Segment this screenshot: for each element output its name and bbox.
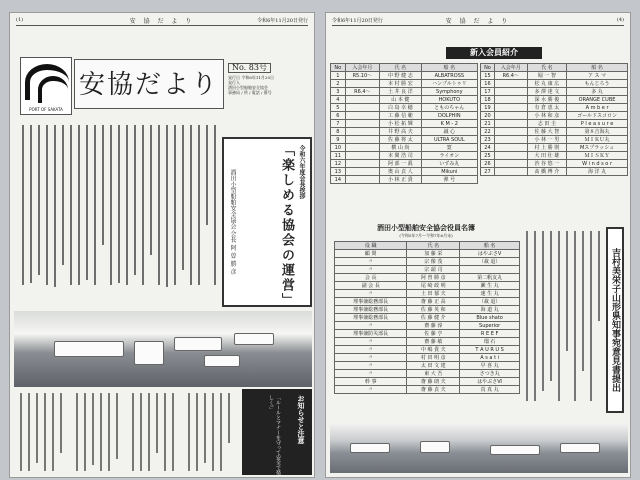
newsletter-title: 安協だより: [74, 59, 224, 109]
table-cell: 村 上 勝 則: [527, 144, 566, 152]
table-row: [335, 338, 520, 346]
table-cell: [345, 176, 379, 184]
right-page-header: [332, 16, 624, 26]
table-cell: 深 水 勝 俊: [527, 96, 566, 104]
table-row: [481, 88, 628, 96]
table-cell: 齋 藤 貞 夫: [407, 386, 460, 394]
table-cell: 〃: [335, 346, 407, 354]
table-cell: 阿 部 一 眞: [380, 160, 422, 168]
table-cell: 第８吉海丸: [567, 128, 628, 136]
table-cell: P l e a s u r e: [567, 120, 628, 128]
table-cell: 7: [331, 120, 346, 128]
table-cell: 17: [481, 88, 495, 96]
boat-icon: [490, 445, 540, 455]
issue-info: [228, 63, 310, 95]
table-cell: 横 山 尚: [380, 144, 422, 152]
table-row: [481, 120, 628, 128]
table-cell: 志 田 圭: [527, 120, 566, 128]
table-cell: 23: [481, 136, 495, 144]
table-row: [335, 290, 520, 298]
table-cell: 10: [331, 144, 346, 152]
table-cell: ＭＩＳＫＹ: [567, 152, 628, 160]
boat-icon: [134, 341, 164, 365]
table-cell: 13: [331, 168, 346, 176]
table-cell: Blue shato: [460, 314, 520, 322]
table-row: [481, 128, 628, 136]
president-greeting-feature: [222, 137, 312, 307]
table-cell: 理事兼総務部長: [335, 314, 407, 322]
table-cell: Mスプラッシュ: [567, 144, 628, 152]
table-cell: 佐 藤 英 和: [407, 306, 460, 314]
table-cell: R6.4～: [345, 88, 379, 96]
table-cell: ORANGE CUBE: [567, 96, 628, 104]
wave-logo-icon: [25, 64, 69, 100]
table-cell: [494, 152, 527, 160]
table-row: [331, 176, 478, 184]
column-header: No: [331, 64, 346, 72]
right-header-title: 安 協 だ よ り: [445, 18, 511, 25]
table-cell: R E E F: [460, 330, 520, 338]
table-cell: 齋 藤 淳: [407, 322, 460, 330]
feature-headline: 「楽しめる協会の運営」: [279, 143, 294, 308]
table-row: [331, 88, 478, 96]
table-cell: [345, 136, 379, 144]
table-cell: ア ス マ: [567, 72, 628, 80]
table-cell: A s a t i: [460, 354, 520, 362]
table-cell: 多 丸: [567, 88, 628, 96]
bottom-text-lines: [14, 389, 240, 475]
table-cell: T A U R U S: [460, 346, 520, 354]
table-cell: ゴールドスコロン: [567, 112, 628, 120]
table-row: [335, 370, 520, 378]
table-cell: R5.10～: [345, 72, 379, 80]
table-cell: [494, 136, 527, 144]
table-row: [331, 104, 478, 112]
table-cell: 27: [481, 168, 495, 176]
table-cell: 誠 心: [421, 128, 477, 136]
left-page: [9, 12, 315, 478]
table-cell: 早 喜 丸: [460, 362, 520, 370]
column-header: 氏 名: [527, 64, 566, 72]
new-members-table-left: [330, 63, 478, 184]
table-cell: W i n d s o r: [567, 160, 628, 168]
table-cell: 本 村 勝 宏: [380, 80, 422, 88]
table-cell: [494, 168, 527, 176]
table-cell: 真 真 丸: [460, 386, 520, 394]
table-cell: 白 鳥 幸 穂: [380, 104, 422, 112]
table-cell: 3: [331, 88, 346, 96]
table-cell: 16: [481, 80, 495, 88]
table-row: [481, 144, 628, 152]
table-row: [331, 96, 478, 104]
table-row: [335, 266, 520, 274]
table-cell: 25: [481, 152, 495, 160]
right-header-date: 令和6年11月20日発行: [332, 18, 383, 24]
table-row: [481, 168, 628, 176]
greeting-body-text: [18, 117, 218, 293]
issue-number: No. 83号: [228, 63, 271, 73]
table-cell: ULTRA SOUL: [421, 136, 477, 144]
table-row: [335, 362, 520, 370]
table-cell: 村 田 明 彦: [407, 354, 460, 362]
table-cell: 土 田 郁 夫: [407, 290, 460, 298]
table-cell: 佐 藤 将 太: [380, 136, 422, 144]
table-cell: 瀬 生 丸: [460, 282, 520, 290]
left-header-date: 令和6年11月20日発行: [257, 18, 308, 24]
feature-author-name: 阿 曽 勝 彦: [229, 244, 236, 275]
table-header-row: [481, 64, 628, 72]
table-row: [481, 136, 628, 144]
table-cell: 渋 谷 悠 一: [527, 160, 566, 168]
table-cell: 速 生 丸: [460, 290, 520, 298]
table-cell: HOKUTO: [421, 96, 477, 104]
table-cell: 東 大 吾: [407, 370, 460, 378]
table-cell: 加 藤 栄: [407, 250, 460, 258]
boat-icon: [350, 443, 390, 453]
table-cell: 15: [481, 72, 495, 80]
table-cell: （裁 退）: [460, 298, 520, 306]
table-cell: [494, 96, 527, 104]
table-row: [335, 258, 520, 266]
table-row: [331, 144, 478, 152]
table-cell: Mikuni: [421, 168, 477, 176]
notice-box: [242, 389, 312, 475]
table-cell: 5: [331, 104, 346, 112]
table-cell: 佐 藤 健 介: [407, 314, 460, 322]
table-row: [481, 80, 628, 88]
boat-icon: [174, 337, 222, 351]
table-cell: 〃: [335, 386, 407, 394]
table-cell: 副 会 長: [335, 282, 407, 290]
left-page-number: (1): [16, 17, 24, 23]
table-cell: 〃: [335, 322, 407, 330]
table-cell: さつき丸: [460, 370, 520, 378]
table-cell: [494, 120, 527, 128]
table-cell: 松 丸 康 広: [527, 80, 566, 88]
new-members-heading: 新入会員紹介: [446, 47, 542, 59]
left-header-title: 安 協 だ よ り: [129, 18, 195, 25]
table-cell: もんじろう: [567, 80, 628, 88]
table-cell: [345, 104, 379, 112]
table-row: [335, 354, 520, 362]
table-cell: 26: [481, 160, 495, 168]
table-cell: 有 倉 恵 太: [527, 104, 566, 112]
port-logo: [20, 57, 72, 115]
harbor-photo: [14, 311, 312, 387]
column-header: 入会年月: [494, 64, 527, 72]
table-header-row: [331, 64, 478, 72]
table-row: [331, 160, 478, 168]
new-members-table-right: [480, 63, 628, 176]
table-cell: 工 藤 信 範: [380, 112, 422, 120]
table-header-row: [335, 242, 520, 250]
table-cell: [494, 112, 527, 120]
table-cell: 1: [331, 72, 346, 80]
boat-icon: [234, 333, 274, 345]
table-cell: [494, 104, 527, 112]
table-cell: ライオン: [421, 152, 477, 160]
table-cell: 井 野 高 夫: [380, 128, 422, 136]
table-cell: 理事兼総務部長: [335, 306, 407, 314]
table-cell: 多 澤 達 文: [527, 88, 566, 96]
table-cell: 弾 号: [421, 176, 477, 184]
table-cell: 12: [331, 160, 346, 168]
table-cell: 阿 曽 勝 彦: [407, 274, 460, 282]
table-cell: [345, 144, 379, 152]
boat-icon: [420, 441, 450, 453]
table-cell: 会 長: [335, 274, 407, 282]
column-header: 船 名: [421, 64, 477, 72]
table-row: [335, 274, 520, 282]
table-cell: 髙 橋 博 介: [527, 168, 566, 176]
logo-caption: PORT OF SAKATA: [29, 107, 63, 112]
table-cell: [494, 128, 527, 136]
table-cell: 24: [481, 144, 495, 152]
table-cell: 〃: [335, 362, 407, 370]
table-cell: 海 道 丸: [460, 306, 520, 314]
column-header: 役 職: [335, 242, 407, 250]
table-cell: 19: [481, 104, 495, 112]
table-cell: [494, 160, 527, 168]
table-row: [335, 386, 520, 394]
table-cell: 〃: [335, 338, 407, 346]
table-row: [331, 72, 478, 80]
table-cell: 大 田 壮 雄: [527, 152, 566, 160]
feature-author-title: 会長: [229, 230, 236, 243]
rule-box: 「ルールとマナーを守って安全で楽しく!」: [268, 395, 281, 475]
table-cell: 顧 問: [335, 250, 407, 258]
table-cell: 4: [331, 96, 346, 104]
table-cell: [345, 112, 379, 120]
table-cell: 14: [331, 176, 346, 184]
table-row: [331, 168, 478, 176]
body-text-lines: [18, 117, 218, 293]
table-cell: いずみ丸: [421, 160, 477, 168]
table-cell: 18: [481, 96, 495, 104]
table-cell: 〃: [335, 258, 407, 266]
table-cell: [345, 168, 379, 176]
table-cell: ハンプルトゥリ: [421, 80, 477, 88]
table-cell: ＭＩＫＵ丸: [567, 136, 628, 144]
table-cell: 齋 藤 正 高: [407, 298, 460, 306]
table-cell: 理事兼防災部長: [335, 330, 407, 338]
right-page-number: (4): [616, 17, 624, 23]
table-cell: はやぶさⅤ: [460, 250, 520, 258]
marina-photo: [330, 423, 628, 473]
table-cell: 20: [481, 112, 495, 120]
table-row: [481, 72, 628, 80]
table-row: [331, 80, 478, 88]
table-cell: 〃: [335, 370, 407, 378]
table-row: [335, 314, 520, 322]
column-header: 氏 名: [407, 242, 460, 250]
table-cell: 佐 藤 亨: [407, 330, 460, 338]
feature-org: 酒田小型船舶安全協会: [229, 169, 236, 229]
table-row: [335, 378, 520, 386]
table-cell: [345, 160, 379, 168]
table-cell: （裁 退）: [460, 258, 520, 266]
table-cell: [345, 96, 379, 104]
table-cell: 本 間 浩 司: [380, 152, 422, 160]
column-header: 入会年月: [345, 64, 379, 72]
table-cell: 寛: [421, 144, 477, 152]
table-cell: R6.4～: [494, 72, 527, 80]
table-cell: [345, 152, 379, 160]
table-cell: Symphony: [421, 88, 477, 96]
table-cell: 佐 藤 大 智: [527, 128, 566, 136]
table-cell: 9: [331, 136, 346, 144]
governor-opinion-article: [522, 227, 626, 417]
table-cell: 小 林 正 貴: [380, 176, 422, 184]
table-cell: 〃: [335, 354, 407, 362]
table-cell: ALBATROSS: [421, 72, 477, 80]
table-cell: 22: [481, 128, 495, 136]
table-cell: 〃: [335, 290, 407, 298]
table-row: [481, 104, 628, 112]
officer-roster-table: [334, 241, 520, 394]
table-cell: 2: [331, 80, 346, 88]
table-row: [331, 120, 478, 128]
table-cell: 小 林 和 彦: [527, 112, 566, 120]
table-cell: 奥 山 貞 人: [380, 168, 422, 176]
table-row: [331, 112, 478, 120]
table-cell: [460, 266, 520, 274]
boat-icon: [54, 341, 124, 357]
table-row: [335, 298, 520, 306]
table-row: [481, 160, 628, 168]
table-cell: 宗 頭 司: [407, 266, 460, 274]
right-page: [325, 12, 631, 478]
table-row: [331, 128, 478, 136]
table-cell: 21: [481, 120, 495, 128]
boat-icon: [560, 443, 600, 453]
table-cell: はやぶさⅥ: [460, 378, 520, 386]
article-text-lines: [522, 227, 602, 415]
table-cell: [345, 120, 379, 128]
table-cell: [494, 88, 527, 96]
table-cell: 8: [331, 128, 346, 136]
table-cell: [494, 144, 527, 152]
table-row: [331, 136, 478, 144]
column-header: 氏 名: [380, 64, 422, 72]
table-cell: 6: [331, 112, 346, 120]
table-cell: 尾 崎 政 明: [407, 282, 460, 290]
article-headline: 吉村美栄子山形県知事宛意見書提出: [606, 227, 624, 413]
boat-icon: [204, 355, 240, 367]
table-row: [335, 322, 520, 330]
table-cell: 海 洋 丸: [567, 168, 628, 176]
table-row: [331, 152, 478, 160]
table-cell: 中 野 健 志: [380, 72, 422, 80]
table-cell: 小 林 一 男: [527, 136, 566, 144]
table-row: [335, 346, 520, 354]
table-cell: 太 田 文 建: [407, 362, 460, 370]
left-page-header: [16, 16, 308, 26]
table-cell: 山 本 健: [380, 96, 422, 104]
notice-title: お知らせと注意: [297, 395, 306, 444]
table-cell: 〃: [335, 266, 407, 274]
table-cell: 理事兼総務部長: [335, 298, 407, 306]
table-cell: [345, 80, 379, 88]
feature-author: [228, 169, 237, 275]
table-row: [481, 112, 628, 120]
table-cell: Superior: [460, 322, 520, 330]
table-cell: 11: [331, 152, 346, 160]
table-cell: 齋 藤 朗 夫: [407, 378, 460, 386]
table-cell: A m b e r: [567, 104, 628, 112]
officer-roster-term: (令和5年7月～令和7年6月末): [399, 233, 453, 238]
column-header: 船 名: [460, 242, 520, 250]
table-cell: 幹 事: [335, 378, 407, 386]
issue-meta: 発行日 令和6年11月20日 発行人 酒田小型船舶安全協会 事務局 / 所 / 電話 / 番号: [228, 75, 274, 95]
table-row: [481, 96, 628, 104]
table-cell: DOLPHIN: [421, 112, 477, 120]
table-cell: 小 松 拓 輝: [380, 120, 422, 128]
table-row: [335, 282, 520, 290]
table-cell: 瑠 石: [460, 338, 520, 346]
table-cell: [494, 80, 527, 88]
feature-subtitle: 令和六年度会長挨拶: [298, 145, 305, 199]
table-row: [335, 306, 520, 314]
table-cell: K M - 2: [421, 120, 477, 128]
table-cell: 中 嶋 貴 夫: [407, 346, 460, 354]
column-header: No: [481, 64, 495, 72]
column-header: 船 名: [567, 64, 628, 72]
table-row: [481, 152, 628, 160]
table-cell: [345, 128, 379, 136]
table-cell: とものちゃん: [421, 104, 477, 112]
table-cell: 宗 像 茂: [407, 258, 460, 266]
table-cell: 堀 一 智: [527, 72, 566, 80]
table-cell: 齋 藤 敏: [407, 338, 460, 346]
officer-roster-title: 酒田小型船舶安全協会役員名簿: [377, 224, 475, 232]
table-cell: 土 井 良 洋: [380, 88, 422, 96]
table-cell: 第二帆友丸: [460, 274, 520, 282]
table-row: [335, 250, 520, 258]
table-row: [335, 330, 520, 338]
